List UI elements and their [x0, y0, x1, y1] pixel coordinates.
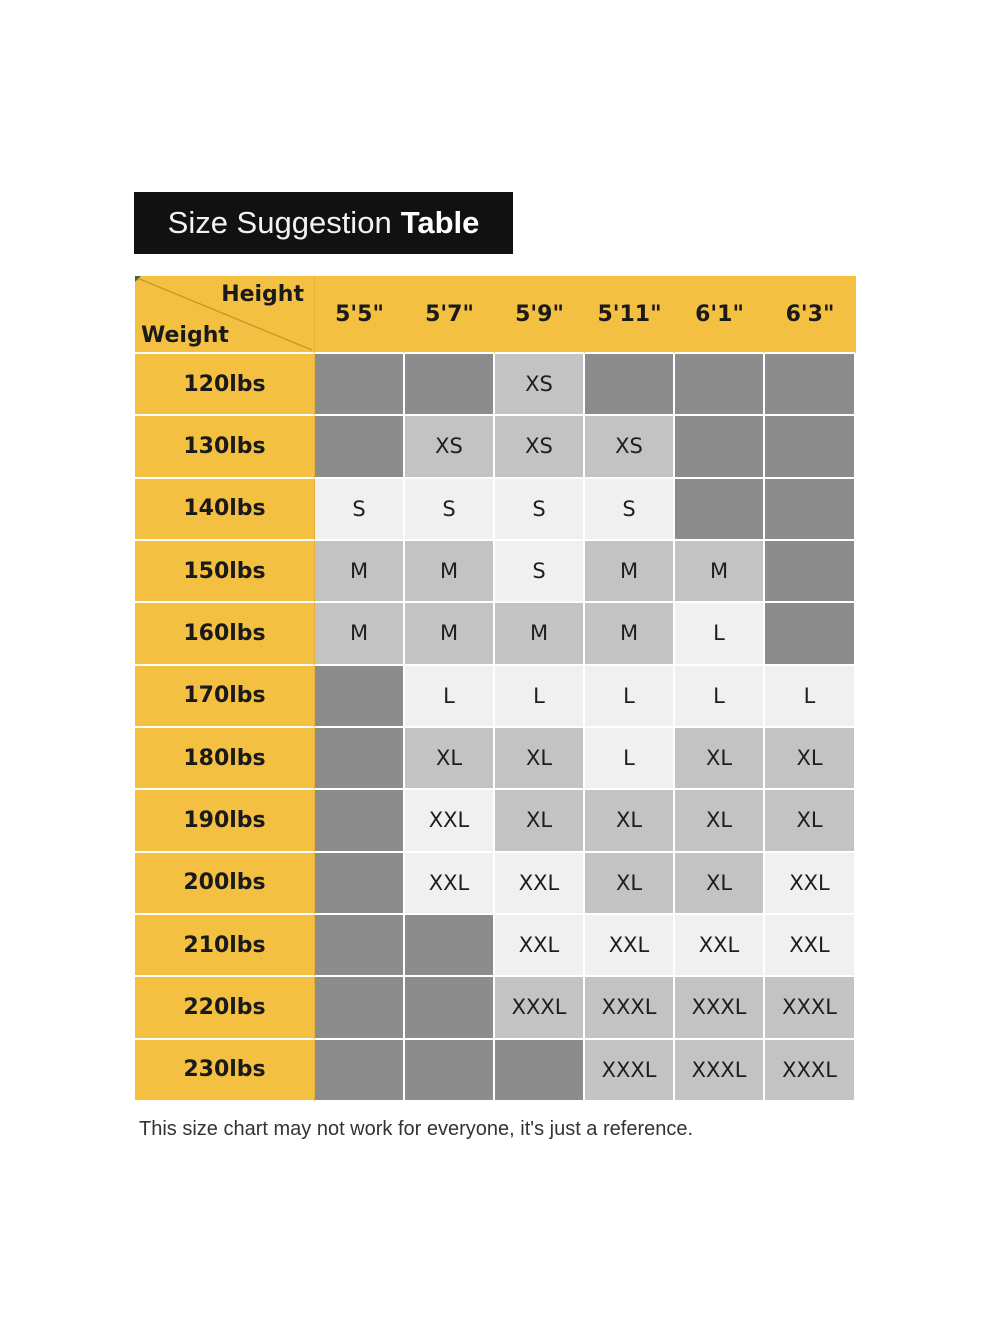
size-cell: XL [675, 790, 765, 852]
size-cell: XL [765, 728, 856, 790]
weight-row-header: 130lbs [135, 416, 315, 478]
weight-row-header: 150lbs [135, 541, 315, 603]
size-cell: XXXL [675, 1040, 765, 1102]
size-cell [495, 1040, 585, 1102]
size-cell: M [585, 603, 675, 665]
size-cell: XS [495, 354, 585, 416]
size-cell: L [585, 728, 675, 790]
size-cell [315, 728, 405, 790]
size-cell: XL [765, 790, 856, 852]
size-cell: S [585, 479, 675, 541]
height-header: 5'11" [585, 276, 675, 354]
size-cell: M [675, 541, 765, 603]
size-cell [315, 915, 405, 977]
height-header: 6'1" [675, 276, 765, 354]
corner-weight-label: Weight [141, 323, 229, 348]
size-cell [315, 666, 405, 728]
size-cell [315, 416, 405, 478]
size-cell [405, 977, 495, 1039]
size-cell [765, 354, 856, 416]
weight-row-header: 230lbs [135, 1040, 315, 1102]
weight-row-header: 200lbs [135, 853, 315, 915]
size-cell: L [675, 666, 765, 728]
size-cell [315, 1040, 405, 1102]
table-title-part1: Size Suggestion [167, 205, 392, 240]
footer-note: This size chart may not work for everyone, it's just a reference. [139, 1118, 694, 1140]
size-cell: M [405, 541, 495, 603]
weight-row-header: 220lbs [135, 977, 315, 1039]
size-cell: XS [495, 416, 585, 478]
weight-row-header: 140lbs [135, 479, 315, 541]
size-cell [405, 1040, 495, 1102]
size-cell [765, 541, 856, 603]
height-header: 6'3" [765, 276, 856, 354]
size-cell: XS [585, 416, 675, 478]
table-title-part2: Table [400, 205, 480, 240]
weight-row-header: 170lbs [135, 666, 315, 728]
size-cell [675, 416, 765, 478]
size-cell: XXL [675, 915, 765, 977]
size-cell: M [315, 603, 405, 665]
size-cell: M [315, 541, 405, 603]
corner-height-label: Height [221, 282, 304, 307]
height-header: 5'5" [315, 276, 405, 354]
size-cell: M [585, 541, 675, 603]
size-cell [315, 853, 405, 915]
size-cell: XXXL [585, 977, 675, 1039]
size-cell: XL [675, 853, 765, 915]
weight-row-header: 210lbs [135, 915, 315, 977]
size-cell: XS [405, 416, 495, 478]
weight-row-header: 180lbs [135, 728, 315, 790]
size-cell: L [765, 666, 856, 728]
size-cell [765, 416, 856, 478]
size-cell: XXXL [585, 1040, 675, 1102]
size-cell [405, 354, 495, 416]
size-cell [585, 354, 675, 416]
size-cell: S [495, 541, 585, 603]
size-cell: L [495, 666, 585, 728]
size-cell: XL [495, 728, 585, 790]
height-header: 5'7" [405, 276, 495, 354]
size-cell: L [585, 666, 675, 728]
weight-row-header: 120lbs [135, 354, 315, 416]
size-cell: XXL [495, 915, 585, 977]
size-cell: XXXL [495, 977, 585, 1039]
size-cell [315, 977, 405, 1039]
size-cell: S [405, 479, 495, 541]
size-cell: XL [585, 853, 675, 915]
size-cell: XXL [405, 853, 495, 915]
size-cell [765, 603, 856, 665]
height-header: 5'9" [495, 276, 585, 354]
size-cell: XL [675, 728, 765, 790]
size-cell [315, 354, 405, 416]
size-cell: M [405, 603, 495, 665]
size-cell: XXL [765, 915, 856, 977]
size-cell: S [495, 479, 585, 541]
size-cell: L [405, 666, 495, 728]
size-cell: S [315, 479, 405, 541]
size-cell: XXXL [765, 1040, 856, 1102]
size-cell: XL [495, 790, 585, 852]
size-cell [765, 479, 856, 541]
table-corner-header [135, 276, 315, 354]
size-cell [405, 915, 495, 977]
size-cell: XL [585, 790, 675, 852]
size-cell: M [495, 603, 585, 665]
size-cell: XXXL [675, 977, 765, 1039]
weight-row-header: 160lbs [135, 603, 315, 665]
size-cell [675, 354, 765, 416]
size-cell [315, 790, 405, 852]
size-cell: XXL [585, 915, 675, 977]
size-cell: XL [405, 728, 495, 790]
size-cell: XXL [495, 853, 585, 915]
weight-row-header: 190lbs [135, 790, 315, 852]
size-suggestion-table [135, 276, 856, 1102]
size-cell: XXL [765, 853, 856, 915]
size-cell [675, 479, 765, 541]
size-cell: L [675, 603, 765, 665]
size-cell: XXL [405, 790, 495, 852]
size-cell: XXXL [765, 977, 856, 1039]
table-title [134, 192, 513, 254]
